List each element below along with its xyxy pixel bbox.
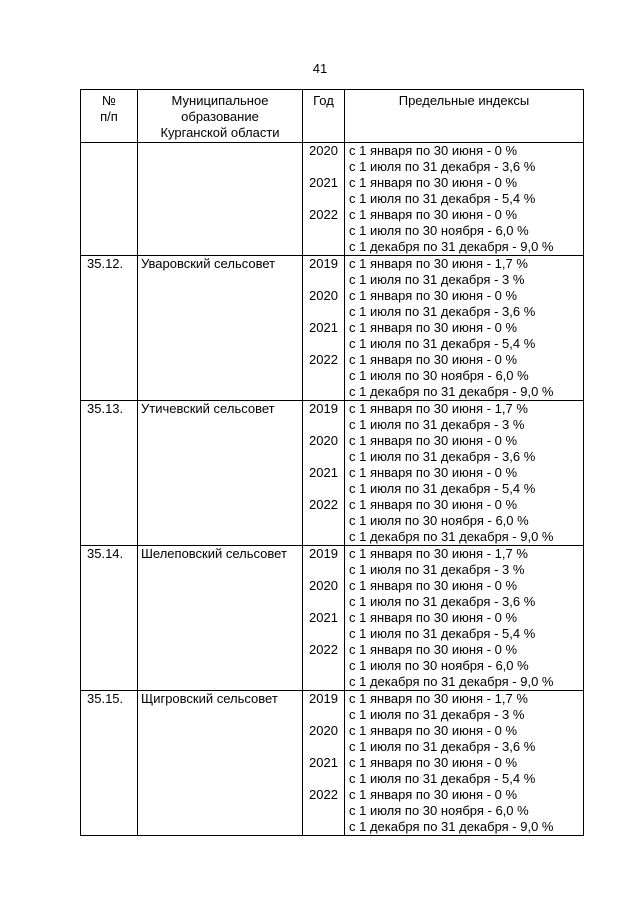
year-cell bbox=[303, 546, 345, 691]
index-line: с 1 декабря по 31 декабря - 9,0 % bbox=[349, 529, 554, 544]
year-block bbox=[303, 546, 344, 578]
year-spacer bbox=[303, 304, 344, 320]
index-line: с 1 июля по 31 декабря - 5,4 % bbox=[349, 481, 536, 496]
index-line: с 1 декабря по 31 декабря - 9,0 % bbox=[349, 384, 554, 399]
year-spacer bbox=[303, 707, 344, 723]
index-line: с 1 января по 30 июня - 0 % bbox=[349, 642, 518, 657]
index-line: с 1 июля по 31 декабря - 3,6 % bbox=[349, 159, 536, 174]
index-line: с 1 июля по 31 декабря - 5,4 % bbox=[349, 191, 536, 206]
year-block bbox=[303, 787, 344, 835]
year-value: 2019 bbox=[309, 256, 338, 271]
table-row bbox=[81, 401, 584, 546]
year-cell bbox=[303, 256, 345, 401]
index-line: с 1 января по 30 июня - 1,7 % bbox=[349, 401, 528, 416]
year-spacer bbox=[303, 594, 344, 610]
index-line: с 1 января по 30 июня - 0 % bbox=[349, 497, 518, 512]
index-line: с 1 июля по 31 декабря - 5,4 % bbox=[349, 626, 536, 641]
year-value: 2021 bbox=[309, 755, 338, 770]
index-line: с 1 декабря по 31 декабря - 9,0 % bbox=[349, 239, 554, 254]
year-value: 2020 bbox=[309, 143, 338, 158]
year-spacer bbox=[303, 368, 344, 384]
index-line: с 1 января по 30 июня - 0 % bbox=[349, 755, 518, 770]
year-value: 2019 bbox=[309, 546, 338, 561]
table-header-row bbox=[81, 90, 584, 143]
index-line: с 1 июля по 30 ноября - 6,0 % bbox=[349, 803, 529, 818]
year-spacer bbox=[303, 417, 344, 433]
row-number: 35.15. bbox=[81, 691, 138, 836]
year-value: 2020 bbox=[309, 723, 338, 738]
municipality-name: Щигровский сельсовет bbox=[138, 691, 303, 836]
year-block bbox=[303, 433, 344, 465]
year-value: 2021 bbox=[309, 320, 338, 335]
index-line: с 1 января по 30 июня - 0 % bbox=[349, 207, 518, 222]
tariff-index-table bbox=[80, 89, 584, 836]
header-municipality-line: образование bbox=[181, 109, 259, 124]
municipality-name: Шелеповский сельсовет bbox=[138, 546, 303, 691]
year-block bbox=[303, 288, 344, 320]
index-line: с 1 июля по 30 ноября - 6,0 % bbox=[349, 223, 529, 238]
year-spacer bbox=[303, 384, 344, 400]
year-block bbox=[303, 143, 344, 175]
year-block bbox=[303, 755, 344, 787]
year-block bbox=[303, 256, 344, 288]
year-spacer bbox=[303, 239, 344, 255]
index-line: с 1 июля по 31 декабря - 3,6 % bbox=[349, 449, 536, 464]
index-line: с 1 января по 30 июня - 0 % bbox=[349, 723, 518, 738]
index-line: с 1 июля по 31 декабря - 5,4 % bbox=[349, 771, 536, 786]
header-num bbox=[81, 90, 138, 143]
header-year: Год bbox=[303, 90, 345, 143]
indices-cell bbox=[345, 401, 584, 546]
year-spacer bbox=[303, 336, 344, 352]
indices-cell bbox=[345, 546, 584, 691]
year-spacer bbox=[303, 674, 344, 690]
index-line: с 1 января по 30 июня - 0 % bbox=[349, 787, 518, 802]
index-line: с 1 января по 30 июня - 1,7 % bbox=[349, 691, 528, 706]
index-line: с 1 июля по 31 декабря - 3 % bbox=[349, 272, 525, 287]
row-number bbox=[81, 143, 138, 256]
header-municipality bbox=[138, 90, 303, 143]
year-cell bbox=[303, 143, 345, 256]
year-spacer bbox=[303, 481, 344, 497]
table-row bbox=[81, 546, 584, 691]
year-spacer bbox=[303, 449, 344, 465]
index-line: с 1 июля по 31 декабря - 3,6 % bbox=[349, 304, 536, 319]
index-line: с 1 января по 30 июня - 0 % bbox=[349, 288, 518, 303]
year-block bbox=[303, 207, 344, 255]
index-line: с 1 января по 30 июня - 0 % bbox=[349, 433, 518, 448]
year-block bbox=[303, 610, 344, 642]
row-number: 35.13. bbox=[81, 401, 138, 546]
year-block bbox=[303, 497, 344, 545]
year-spacer bbox=[303, 562, 344, 578]
page-number: 41 bbox=[312, 61, 328, 76]
index-line: с 1 января по 30 июня - 0 % bbox=[349, 352, 518, 367]
year-spacer bbox=[303, 272, 344, 288]
year-value: 2020 bbox=[309, 288, 338, 303]
indices-cell bbox=[345, 256, 584, 401]
year-cell bbox=[303, 401, 345, 546]
year-block bbox=[303, 320, 344, 352]
header-indices: Предельные индексы bbox=[345, 90, 584, 143]
index-line: с 1 января по 30 июня - 0 % bbox=[349, 320, 518, 335]
index-line: с 1 января по 30 июня - 0 % bbox=[349, 465, 518, 480]
year-spacer bbox=[303, 191, 344, 207]
municipality-name: Уваровский сельсовет bbox=[138, 256, 303, 401]
municipality-name: Утичевский сельсовет bbox=[138, 401, 303, 546]
year-value: 2022 bbox=[309, 352, 338, 367]
year-value: 2022 bbox=[309, 787, 338, 802]
year-spacer bbox=[303, 513, 344, 529]
year-cell bbox=[303, 691, 345, 836]
year-spacer bbox=[303, 223, 344, 239]
year-value: 2020 bbox=[309, 578, 338, 593]
indices-cell bbox=[345, 143, 584, 256]
year-block bbox=[303, 642, 344, 690]
year-value: 2020 bbox=[309, 433, 338, 448]
indices-cell bbox=[345, 691, 584, 836]
year-spacer bbox=[303, 626, 344, 642]
header-num-line: № bbox=[102, 93, 116, 108]
index-line: с 1 июля по 30 ноября - 6,0 % bbox=[349, 513, 529, 528]
year-spacer bbox=[303, 739, 344, 755]
year-spacer bbox=[303, 819, 344, 835]
header-municipality-line: Курганской области bbox=[160, 125, 280, 140]
year-value: 2022 bbox=[309, 207, 338, 222]
table-row bbox=[81, 143, 584, 256]
year-value: 2022 bbox=[309, 497, 338, 512]
index-line: с 1 января по 30 июня - 0 % bbox=[349, 610, 518, 625]
index-line: с 1 июля по 30 ноября - 6,0 % bbox=[349, 658, 529, 673]
year-spacer bbox=[303, 529, 344, 545]
year-value: 2021 bbox=[309, 465, 338, 480]
index-line: с 1 января по 30 июня - 0 % bbox=[349, 175, 518, 190]
index-line: с 1 января по 30 июня - 0 % bbox=[349, 143, 518, 158]
index-line: с 1 июля по 31 декабря - 5,4 % bbox=[349, 336, 536, 351]
index-line: с 1 июля по 31 декабря - 3 % bbox=[349, 707, 525, 722]
index-line: с 1 июля по 30 ноября - 6,0 % bbox=[349, 368, 529, 383]
index-line: с 1 декабря по 31 декабря - 9,0 % bbox=[349, 819, 554, 834]
header-municipality-line: Муниципальное bbox=[171, 93, 269, 108]
index-line: с 1 января по 30 июня - 0 % bbox=[349, 578, 518, 593]
year-value: 2022 bbox=[309, 642, 338, 657]
year-spacer bbox=[303, 771, 344, 787]
municipality-name bbox=[138, 143, 303, 256]
year-block bbox=[303, 401, 344, 433]
table-row bbox=[81, 691, 584, 836]
index-line: с 1 декабря по 31 декабря - 9,0 % bbox=[349, 674, 554, 689]
row-number: 35.12. bbox=[81, 256, 138, 401]
index-line: с 1 июля по 31 декабря - 3,6 % bbox=[349, 594, 536, 609]
year-block bbox=[303, 723, 344, 755]
year-value: 2021 bbox=[309, 175, 338, 190]
row-number: 35.14. bbox=[81, 546, 138, 691]
index-line: с 1 июля по 31 декабря - 3 % bbox=[349, 417, 525, 432]
table-row bbox=[81, 256, 584, 401]
index-line: с 1 июля по 31 декабря - 3,6 % bbox=[349, 739, 536, 754]
year-spacer bbox=[303, 803, 344, 819]
index-line: с 1 июля по 31 декабря - 3 % bbox=[349, 562, 525, 577]
header-num-line: п/п bbox=[100, 109, 118, 124]
year-value: 2019 bbox=[309, 401, 338, 416]
year-block bbox=[303, 352, 344, 400]
year-block bbox=[303, 691, 344, 723]
year-block bbox=[303, 175, 344, 207]
index-line: с 1 января по 30 июня - 1,7 % bbox=[349, 256, 528, 271]
year-spacer bbox=[303, 159, 344, 175]
index-line: с 1 января по 30 июня - 1,7 % bbox=[349, 546, 528, 561]
year-block bbox=[303, 578, 344, 610]
year-value: 2019 bbox=[309, 691, 338, 706]
year-value: 2021 bbox=[309, 610, 338, 625]
year-spacer bbox=[303, 658, 344, 674]
year-block bbox=[303, 465, 344, 497]
